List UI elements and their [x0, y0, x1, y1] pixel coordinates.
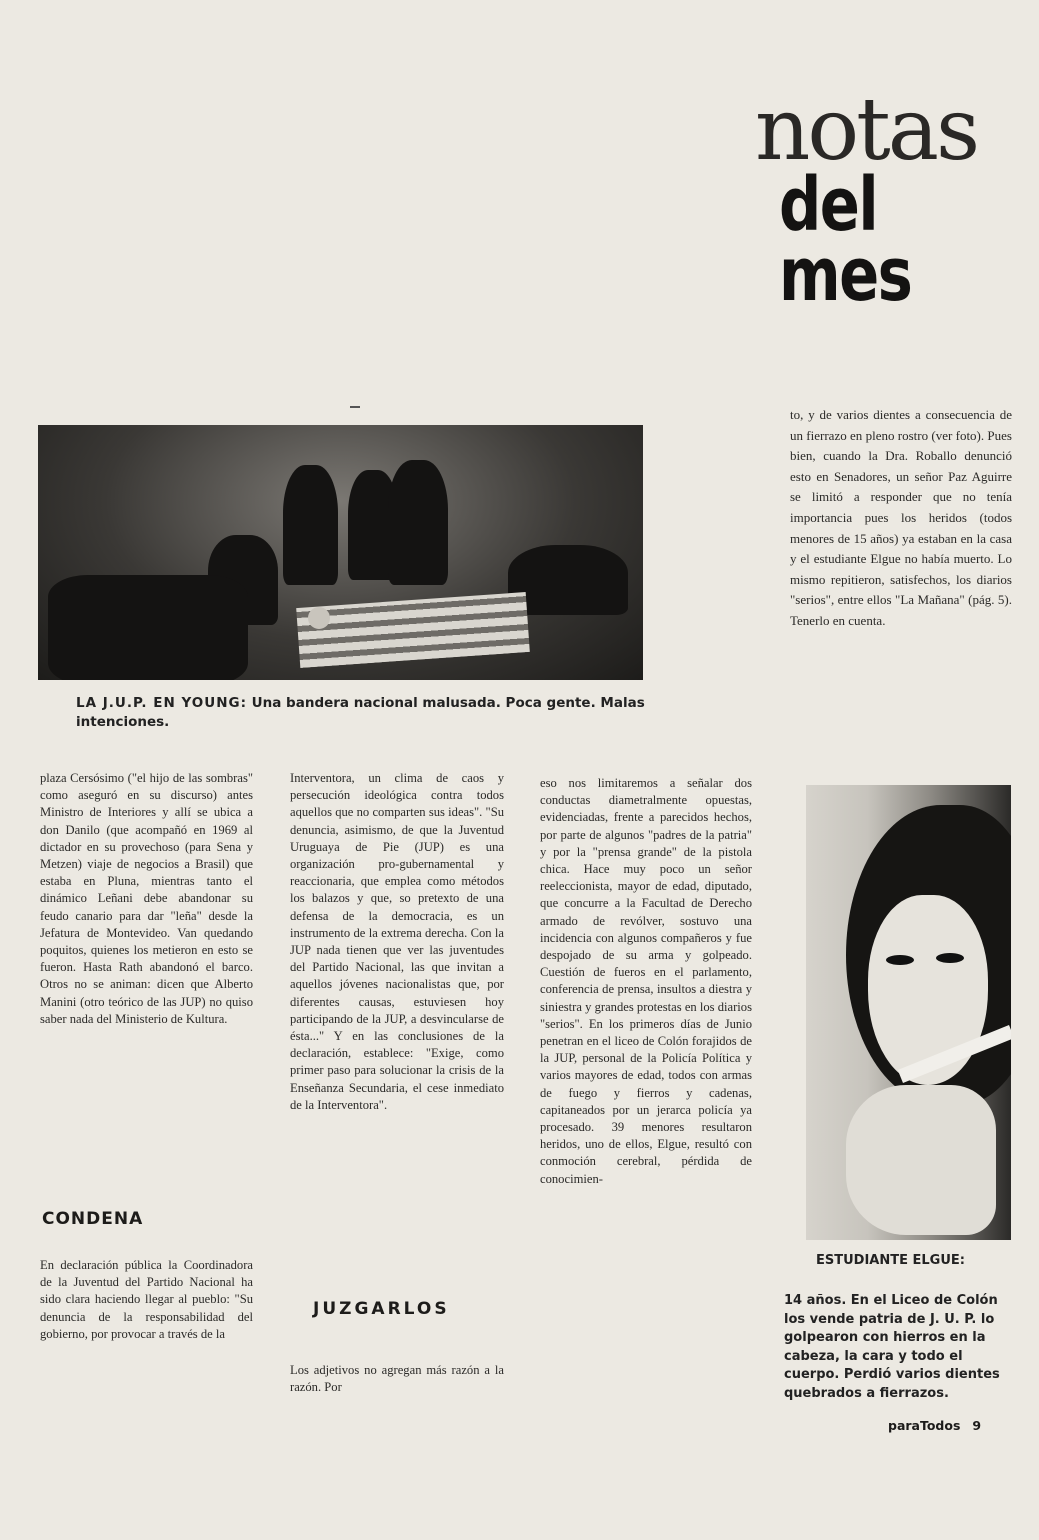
column-4-text: to, y de varios dientes a consecuencia de un fierrazo en pleno rostro (ver foto). Pues bien, cuando la Dra. Roballo denunció esto en Senadores, un señor Paz Aguirre se limitó a responder que no tenía importancia pues los heridos (todos menores de 15 años) ya estaban en la casa y el estudiante Elgue no había muerto. Lo mismo repitieron, satisfechos, los diarios "serios", entre ellos "La Mañana" (pág. 5). Tenerlo en cuenta.: [790, 407, 1012, 628]
photo-elgue: [806, 785, 1011, 1240]
caption-lead: LA J.U.P. EN YOUNG:: [76, 695, 247, 711]
masthead-line-2: del mes: [779, 162, 912, 318]
page-number: 9: [972, 1418, 982, 1433]
column-1-text: plaza Cersósimo ("el hijo de las sombras" como aseguró en su discurso) antes Ministro de Interiores y allí se ubica a don Danilo (que acompañó en 1969 al dictador en su provechoso (para Sena y Metzen) viaje de negocios a Brasil) que estaba en Pluna, mientras tanto el dinámico Leñani debe abandonar su feudo canario para dar "leña" desde la Jefatura de Montevideo. Van quedando poquitos, quienes los metieron en esto se fueron. Hasta Rath abandonó el barco. Otros no se animan: dicen que Alberto Manini (otro teórico de las JUP) no quiso saber nada del Ministerio de Kultura.: [40, 771, 253, 1026]
column-2b-text: Los adjetivos no agregan más razón a la razón. Por: [290, 1363, 504, 1395]
column-3-text: eso nos limitaremos a señalar dos conductas diametralmente opuestas, evidenciadas, frente a parecidos hechos, por parte de algunos "padres de la patria" y por la "prensa grande" de la pistola chica. Hace muy poco un señor reeleccionista, mayor de edad, diputado, que concurre a la Facultad de Derecho armado de revólver, sostuvo una incidencia con algunos compañeros y fue despojado de su arma y golpeado. Cuestión de fueros en el parlamento, conferencia de prensa, insultos a diestra y siniestra y grandes protestas en los diarios "serios". En los primeros días de Junio penetran en el liceo de Colón forajidos de la JUP, personal de la Policía Política y varios mayores de edad, todos con armas de fuego y fierros y cadenas, capitaneados por un jerarca policía ya procesado. 39 menores resultaron heridos, uno de ellos, Elgue, resultó con conmoción cerebral, pérdida de conocimien-: [540, 776, 752, 1186]
page-footer: [888, 1418, 981, 1433]
flag-shape: [296, 592, 530, 668]
caption-text: Una bandera nacional malusada. Poca gente. Malas intenciones.: [76, 695, 645, 730]
photo-jup-young: [38, 425, 643, 680]
photo-top-caption: [76, 694, 676, 732]
column-1b-text: En declaración pública la Coordinadora de la Juventud del Partido Nacional ha sido clara haciendo llegar al pueblo: "Su denuncia de la responsabilidad del gobierno, por provocar a través de la: [40, 1258, 253, 1341]
divider-mark: [350, 406, 360, 408]
flag-sun-shape: [308, 607, 330, 629]
section-masthead: [749, 80, 999, 318]
magazine-name: paraTodos: [888, 1418, 961, 1433]
photo-right-caption-title: ESTUDIANTE ELGUE:: [816, 1253, 965, 1268]
subhead-condena: CONDENA: [42, 1209, 144, 1229]
photo-right-caption: 14 años. En el Liceo de Colón los vende patria de J. U. P. lo golpearon con hierros en la cabeza, la cara y todo el cuerpo. Perdió varios dientes quebrados a fierrazos.: [784, 1293, 1000, 1401]
column-2-text: Interventora, un clima de caos y persecución ideológica contra todos aquellos que no comparten sus ideas". "Su denuncia, asimismo, de que la Juventud Uruguaya de Pie (JUP) es una organización pro-gubernamental y reaccionaria, que emplea como métodos los balazos y que, so pretexto de una defensa de la democracia, es un instrumento de la extrema derecha. Con la JUP nada tienen que ver las juventudes del Partido Nacional, las que invitan a aquellos jóvenes nacionalistas que, por diferentes causas, estuviesen hoy participando de la JUP, a desvincularse de ésta..." Y en las conclusiones de la declaración, establece: "Exige, como primer paso para solucionar la crisis de la Enseñanza Secundaria, el cese inmediato de la Interventora".: [290, 771, 504, 1112]
masthead-line-1: notas: [755, 80, 978, 180]
subhead-juzgarlos: JUZGARLOS: [313, 1299, 450, 1319]
